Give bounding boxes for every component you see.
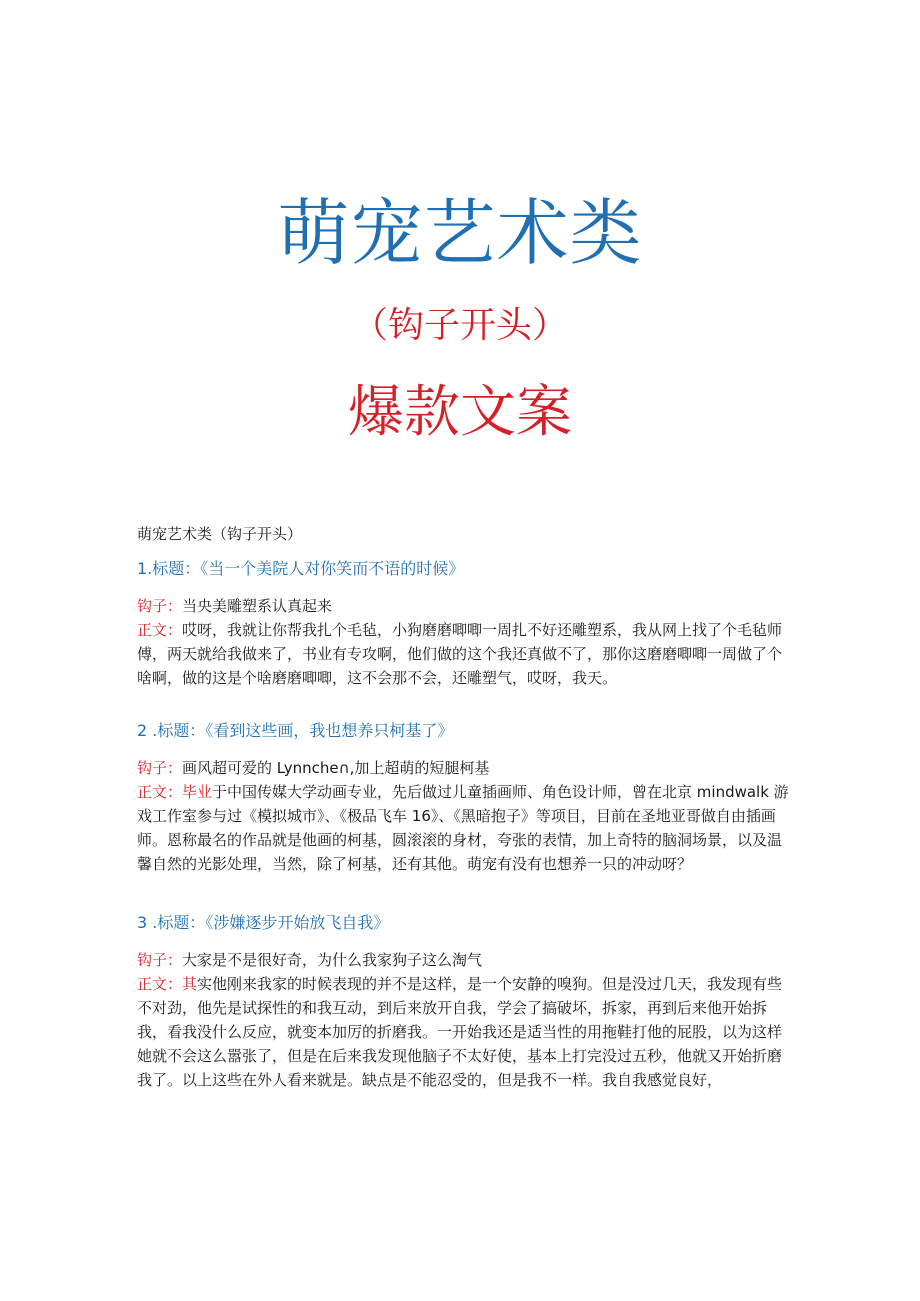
body-label: 正文： [137, 621, 183, 639]
hook-label: 钩子： [137, 759, 183, 777]
section-title: 1.标题：《当一个美院人对你笑而不语的时候》 [137, 559, 465, 578]
hook-paragraph [137, 948, 792, 972]
body-paragraph [137, 780, 792, 876]
section-2 [137, 719, 792, 876]
section-3 [137, 911, 792, 1092]
cover-subtitle: （钩子开头） [351, 305, 568, 346]
hook-text: 画风超可爱的 Lynnche∩,加上超萌的短腿柯基 [182, 759, 490, 777]
header-line: 萌宠艺术类（钩子开头） [137, 525, 303, 543]
section-title: 2 .标题：《看到这些画，我也想养只柯基了》 [137, 721, 454, 740]
body-paragraph [137, 972, 792, 1092]
document-body [137, 522, 792, 1092]
cover-hot-label: 爆款文案 [348, 380, 572, 445]
body-label: 正文：其 [137, 975, 198, 993]
body-text: 于中国传媒大学动画专业，先后做过儿童插画师、角色设计师，曾在北京 mindwalk 游戏工作室参与过《模拟城市》、《极品飞车 16》、《黑暗抱子》等项目，目前在圣地亚哥做自由插画师。恩称最名的作品就是他画的柯基，圆滚滚的身材，夸张的表情，加上奇特的脑洞场景，以及温馨自然的光影处理，当然，除了柯基，还有其他。萌宠有没有也想养一只的冲动呀？ [137, 783, 789, 873]
hook-paragraph [137, 594, 792, 618]
body-text: 实他刚来我家的时候表现的并不是这样，是一个安静的嗅狗。但是没过几天，我发现有些不对劲，他先是试探性的和我互动，到后来放开自我，学会了搞破坏，拆家，再到后来他开始拆我，看我没什么反应，就变本加厉的折磨我。一开始我还是适当性的用拖鞋打他的屁股，以为这样她就不会这么嚣张了，但是在后来我发现他脑子不太好使，基本上打完没过五秒，他就又开始折磨我了。以上这些在外人看来就是。缺点是不能忍受的，但是我不一样。我自我感觉良好， [137, 975, 783, 1089]
cover-title: 萌宠艺术类 [277, 191, 643, 275]
hook-label: 钩子： [137, 597, 183, 615]
section-title: 3 .标题：《涉嫌逐步开始放飞自我》 [137, 913, 390, 932]
hook-text: 大家是不是很好奇，为什么我家狗子这么淘气 [182, 951, 483, 969]
body-paragraph [137, 618, 792, 690]
hook-label: 钩子： [137, 951, 183, 969]
hook-text: 当央美雕塑系认真起来 [182, 597, 333, 615]
body-text: 哎呀，我就让你帮我扎个毛毡，小狗磨磨唧唧一周扎不好还雕塑系，我从网上找了个毛毡师傅，两天就给我做来了，书业有专攻啊，他们做的这个我还真做不了，那你这磨磨唧唧一周做了个啥啊，做的这是个啥磨磨唧唧，这不会那不会，还雕塑气，哎呀，我天。 [137, 621, 783, 687]
section-1 [137, 557, 792, 690]
body-label: 正文：毕业 [137, 783, 213, 801]
hook-paragraph [137, 756, 792, 780]
